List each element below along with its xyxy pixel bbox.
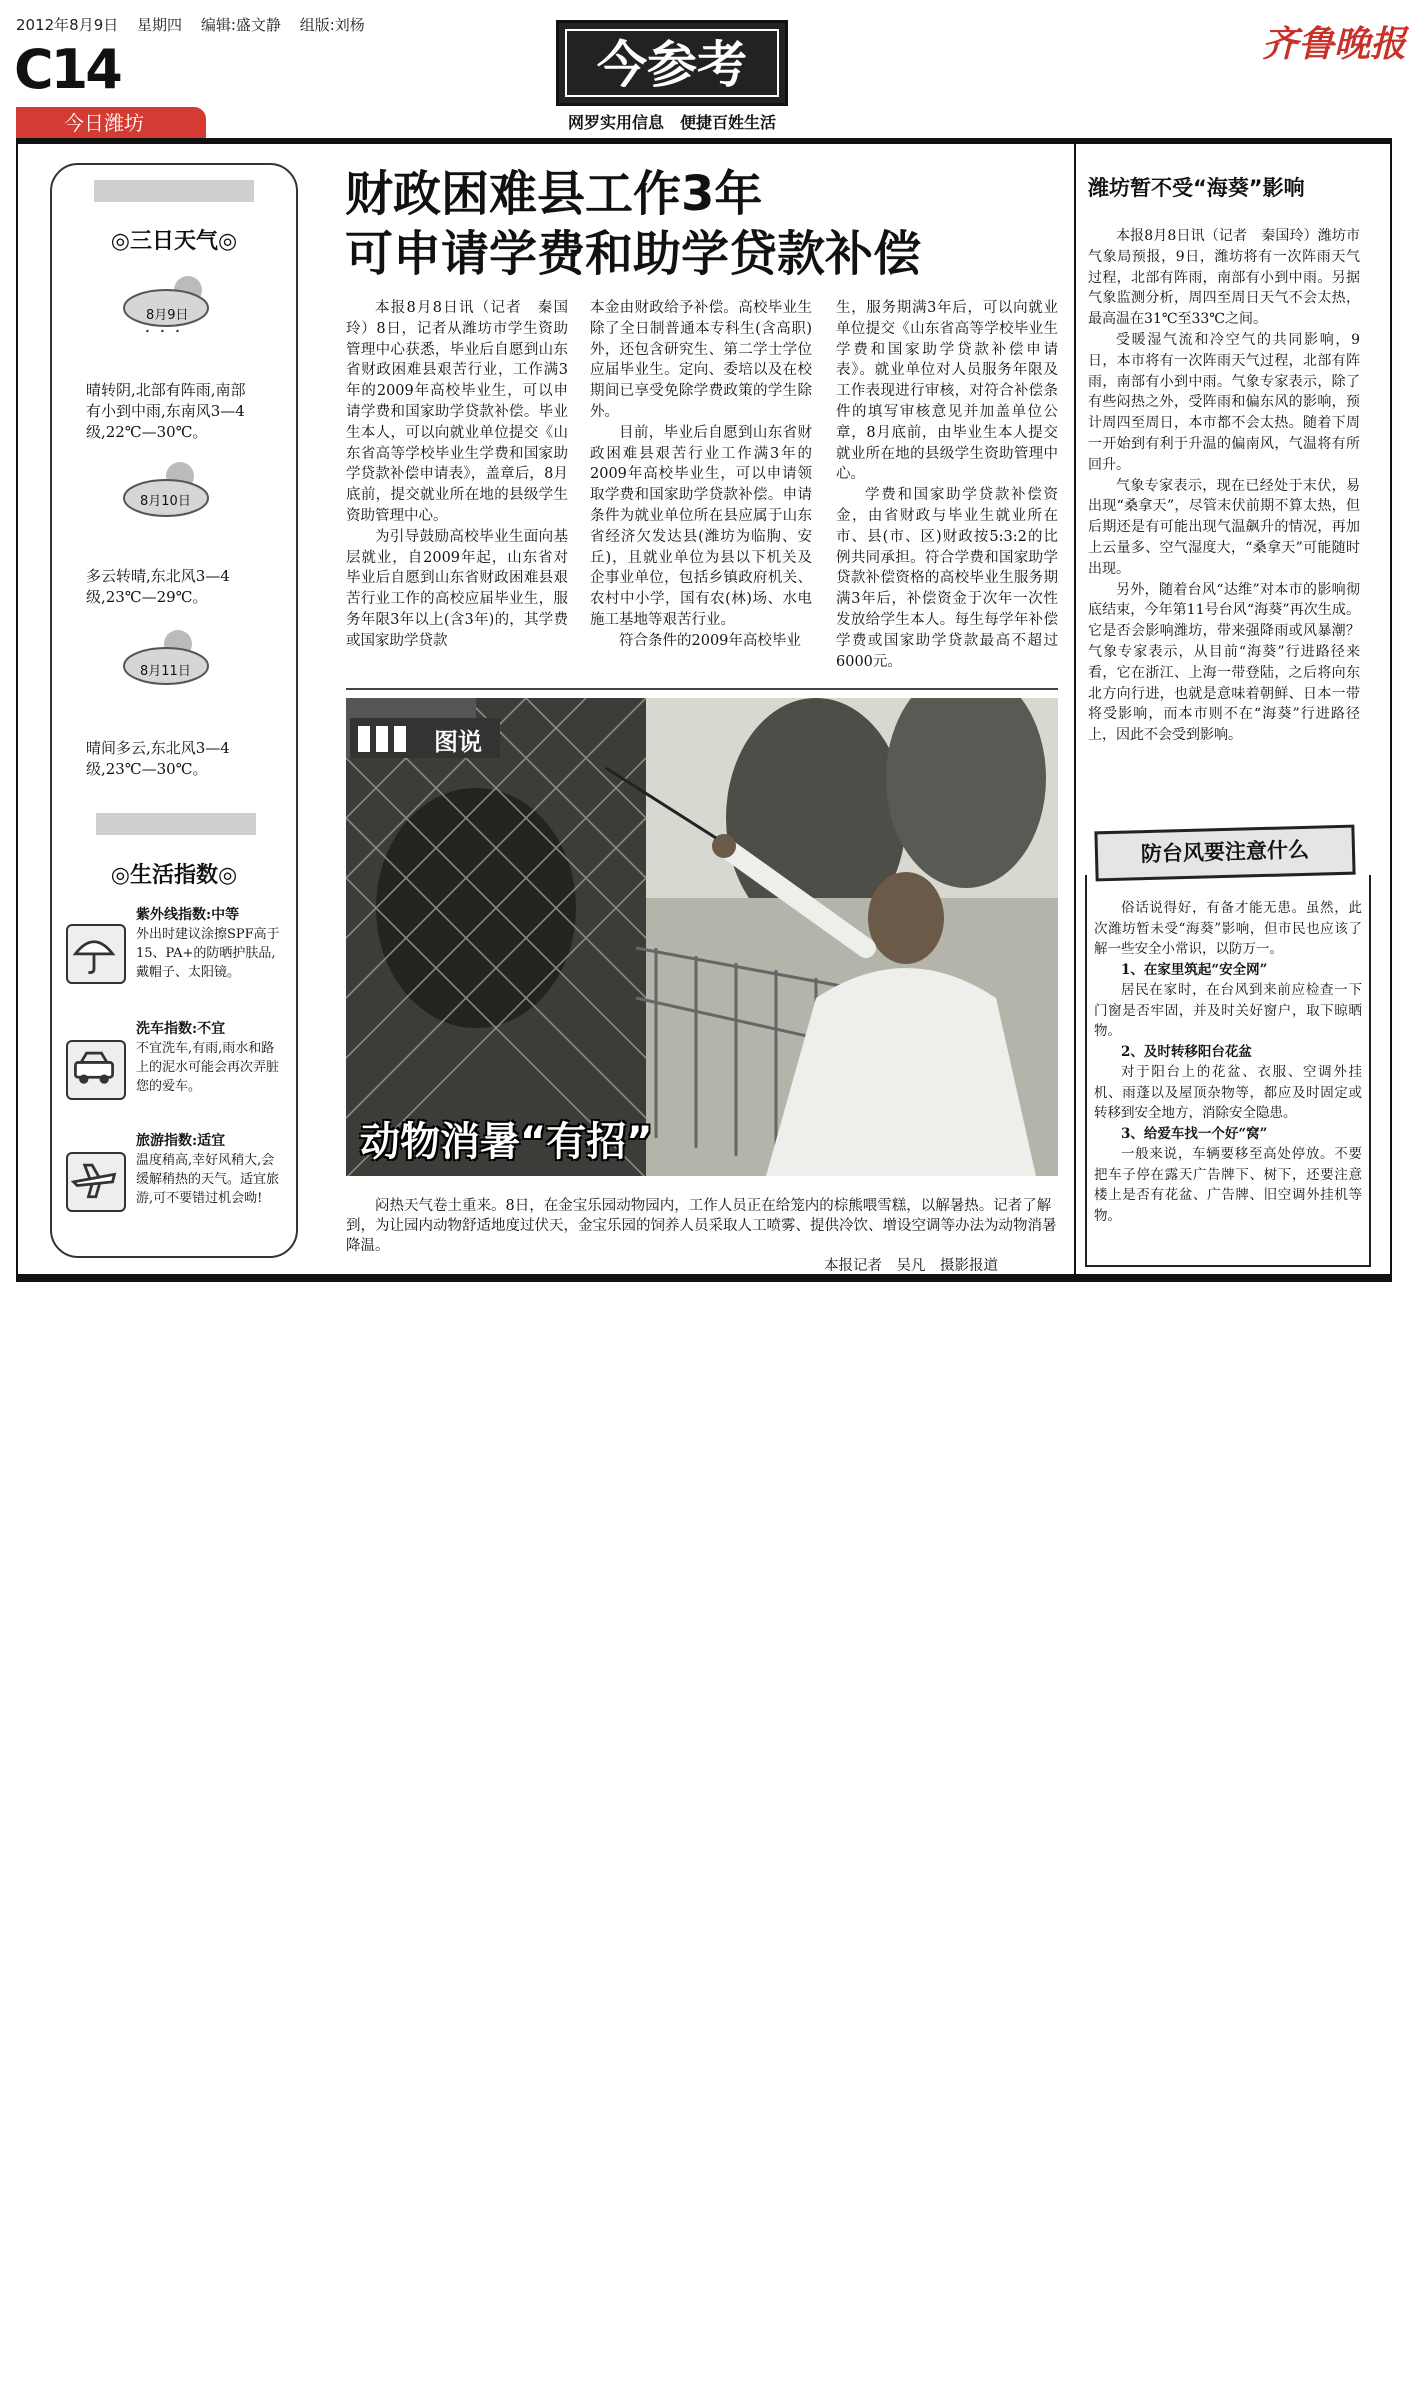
life-index-heading: ◎生活指数◎ — [110, 862, 238, 888]
layout-credit: 组版:刘杨 — [299, 16, 365, 34]
column-masthead — [556, 20, 788, 106]
article-column-3 — [836, 298, 1058, 672]
tip-title: 1、在家里筑起“安全网” — [1121, 961, 1268, 978]
section-tab: 今日潍坊 — [16, 107, 206, 139]
travel-index-text: 温度稍高,幸好风稍大,会缓解稍热的天气。适宜旅游,可不要错过机会呦! — [136, 1153, 280, 1206]
weather-heading: ◎三日天气◎ — [110, 228, 238, 254]
article-paragraph: 本报8月8日讯（记者 秦国玲）8日，记者从潍坊市学生资助管理中心获悉，毕业后自愿到山东省财政困难县艰苦行业，工作满3年的2009年高校毕业生，可以申请学费和国家助学贷款补偿。毕业生本人，可以向就业单位提交《山东省高等学校毕业生学费和国家助学贷款补偿申请表》，盖章后，8月底前，提交就业所在地的县级学生资助管理中心。 — [346, 300, 568, 524]
article-paragraph: 符合条件的2009年高校毕业 — [619, 632, 801, 649]
issue-weekday: 星期四 — [137, 16, 183, 34]
issue-date: 2012年8月9日 — [16, 16, 119, 34]
newspaper-logo: 齐鲁晚报 — [1262, 23, 1407, 65]
photo-tag: 图说 — [434, 728, 482, 756]
tip-text: 居民在家时，在台风到来前应检查一下门窗是否牢固，并及时关好窗户，取下晾晒物。 — [1094, 982, 1362, 1039]
car-wash-index-text: 不宜洗车,有雨,雨水和路上的泥水可能会再次弄脏您的爱车。 — [136, 1041, 280, 1094]
main-headline — [345, 164, 1005, 284]
article-divider — [346, 688, 1058, 690]
right-article — [1088, 226, 1360, 746]
article-paragraph: 本金由财政给予补偿。高校毕业生除了全日制普通本专科生(含高职)外，还包含研究生、第二学士学位应届毕业生。定向、委培以及在校期间已享受免除学费政策的学生除外。 — [590, 300, 812, 420]
uv-index-text: 外出时建议涂擦SPF高于15、PA+的防晒护肤品,戴帽子、太阳镜。 — [136, 927, 280, 980]
travel-index — [136, 1132, 286, 1208]
weather-day3-date: 8月11日 — [140, 664, 191, 679]
partly-cloudy-icon — [118, 628, 218, 688]
article-column-2 — [590, 298, 812, 652]
right-paragraph: 另外，随着台风“达维”对本市的影响彻底结束，今年第11号台风“海葵”再次生成。它是否会影响潍坊，带来强降雨或风暴潮？气象专家表示，从目前“海葵”行进路径来看，它在浙江、上海一带登陆，之后将向东北方向行进，也就是意味着朝鲜、日本一带将受影响，而本市则不在“海葵”行进路径上，因此不会受到影响。 — [1088, 581, 1360, 744]
article-paragraph: 目前，毕业后自愿到山东省财政困难县艰苦行业工作满3年的2009年高校毕业生，可以申请领取学费和国家助学贷款补偿。申请条件为就业单位所在县应属于山东省经济欠发达县(潍坊为临朐、安丘)，且就业单位为县以下机关及企事业单位，包括乡镇政府机关、农村中小学，国有农(林)场、水电施工基地等艰苦行业。 — [590, 424, 812, 628]
weather-day2-text: 多云转晴,东北风3—4级,23℃—29℃。 — [86, 567, 230, 606]
typhoon-tips-banner: 防台风要注意什么 — [1094, 825, 1355, 882]
header-meta — [16, 14, 379, 35]
photo-tag-box — [350, 718, 500, 758]
tip-title: 3、给爱车找一个好“窝” — [1121, 1125, 1268, 1142]
news-photo — [346, 698, 1058, 1176]
article-paragraph: 为引导鼓励高校毕业生面向基层就业，自2009年起，山东省对毕业后自愿到山东省财政困难县艰苦行业工作的高校应届毕业生，服务年限3年以上(含3年)的，其学费或国家助学贷款 — [346, 528, 568, 649]
car-icon — [66, 1040, 126, 1100]
airplane-icon — [66, 1152, 126, 1212]
weather-day2-date: 8月10日 — [140, 494, 191, 509]
uv-index — [136, 906, 286, 982]
page-number: C14 — [14, 38, 120, 101]
umbrella-icon — [66, 924, 126, 984]
tip-text: 对于阳台上的花盆、衣服、空调外挂机、雨蓬以及屋顶杂物等，都应及时固定或转移到安全地方，消除安全隐患。 — [1094, 1064, 1362, 1121]
right-paragraph: 本报8月8日讯（记者 秦国玲）潍坊市气象局预报，9日，潍坊将有一次阵雨天气过程，北部有阵雨，南部有小到中雨。另据气象监测分析，周四至周日天气不会太热，最高温在31℃至33℃之间。 — [1088, 228, 1360, 328]
article-paragraph: 学费和国家助学贷款补偿资金，由省财政与毕业生就业所在市、县(市、区)财政按5:3:2的比例共同承担。符合学费和国家助学贷款补偿资格的高校毕业生服务期满3年后，补偿资金于次年一次性发放给学生本人。每生每学年补偿学费或国家助学贷款最高不超过6000元。 — [836, 487, 1058, 670]
photo-title: 动物消暑“有招” — [360, 1119, 653, 1165]
article-column-1 — [346, 298, 568, 652]
right-paragraph: 气象专家表示，现在已经处于末伏，易出现“桑拿天”，尽管末伏前期不算太热，但后期还是有可能出现气温飙升的情况，再加上云量多、空气湿度大，“桑拿天”可能随时出现。 — [1088, 477, 1360, 577]
weather-day1-date: 8月9日 — [146, 308, 189, 323]
car-wash-index-title: 洗车指数:不宜 — [136, 1021, 226, 1037]
tip-text: 一般来说，车辆要移至高处停放。不要把车子停在露天广告牌下、树下，还要注意楼上是否有花盆、广告牌、旧空调外挂机等物。 — [1094, 1146, 1362, 1224]
uv-index-title: 紫外线指数:中等 — [136, 907, 240, 923]
sidebar-grey-bar — [94, 180, 254, 202]
camera-film-icon — [354, 718, 414, 758]
right-headline: 潍坊暂不受“海葵”影响 — [1088, 176, 1305, 200]
typhoon-tips-content — [1094, 898, 1362, 1226]
tips-intro: 俗话说得好，有备才能无患。虽然，此次潍坊暂未受“海葵”影响，但市民也应该了解一些安全小常识，以防万一。 — [1094, 900, 1362, 957]
travel-index-title: 旅游指数:适宜 — [136, 1133, 226, 1149]
photo-caption — [346, 1196, 1058, 1276]
bottom-divider — [16, 1275, 1392, 1282]
weather-day3-text: 晴间多云,东北风3—4级,23℃—30℃。 — [86, 739, 230, 778]
zoo-photo-illustration — [346, 698, 1058, 1176]
caption-text: 闷热天气卷土重来。8日，在金宝乐园动物园内，工作人员正在给笼内的棕熊喂雪糕，以解暑热。记者了解到，为让园内动物舒适地度过伏天，金宝乐园的饲养人员采取人工喷雾、提供冷饮、增设空调等办法为动物消暑降温。 — [346, 1198, 1057, 1254]
masthead-title: 今参考 — [565, 29, 779, 97]
editor-credit: 编辑:盛文静 — [200, 16, 281, 34]
caption-credit: 本报记者 吴凡 摄影报道 — [824, 1258, 998, 1274]
masthead-subtitle: 网罗实用信息 便捷百姓生活 — [567, 113, 776, 132]
right-paragraph: 受暖湿气流和冷空气的共同影响，9日，本市将有一次阵雨天气过程，北部有阵雨，南部有小到中雨。气象专家表示，除了有些闷热之外，受阵雨和偏东风的影响，预计周四至周日，本市都不会太热。随着下周一开始到有利于升温的偏南风，气温将有所回升。 — [1088, 331, 1360, 473]
headline-line-1: 财政困难县工作3年 — [345, 166, 763, 222]
article-paragraph: 生，服务期满3年后，可以向就业单位提交《山东省高等学校毕业生学费和国家助学贷款补偿申请表》。就业单位对人员服务年限及工作表现进行审核，对符合补偿条件的填写审核意见并加盖单位公章，8月底前，由毕业生本人提交就业所在地的县级学生资助管理中心。 — [836, 300, 1058, 483]
weather-day1-text: 晴转阴,北部有阵雨,南部有小到中雨,东南风3—4级,22℃—30℃。 — [86, 381, 246, 441]
car-wash-index — [136, 1020, 286, 1096]
headline-line-2: 可申请学费和助学贷款补偿 — [345, 226, 922, 282]
tip-title: 2、及时转移阳台花盆 — [1121, 1043, 1252, 1060]
sun-rain-cloud-icon — [118, 272, 218, 332]
sidebar-grey-bar-2 — [96, 813, 256, 835]
right-column-rule — [1074, 144, 1076, 1276]
